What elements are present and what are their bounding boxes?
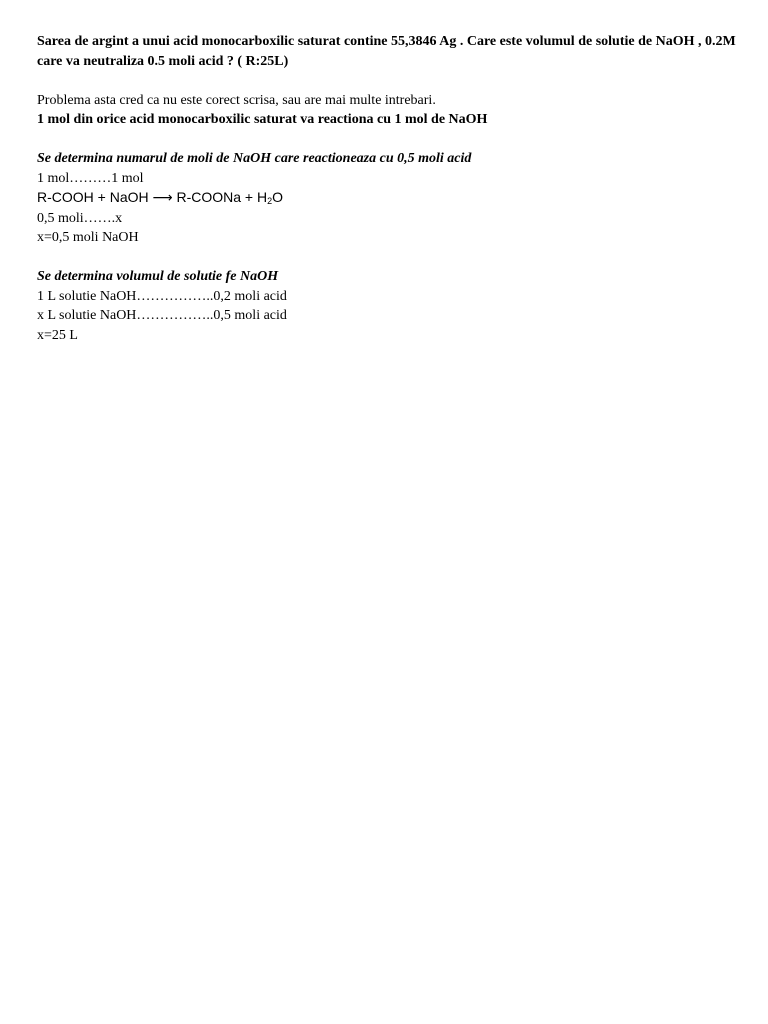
document-page bbox=[37, 32, 737, 345]
section1-ratio-line: 1 mol………1 mol bbox=[37, 170, 144, 186]
section2-heading: Se determina volumul de solutie fe NaOH bbox=[37, 269, 279, 284]
equation-end: O bbox=[272, 189, 284, 205]
key-fact: 1 mol din orice acid monocarboxilic saturat va reactiona cu 1 mol de NaOH bbox=[37, 112, 488, 127]
section1-result: x=0,5 moli NaOH bbox=[37, 230, 139, 245]
spacer bbox=[37, 130, 737, 150]
section1-proportion-line: 0,5 moli…….x bbox=[37, 210, 123, 226]
problem-statement: Sarea de argint a unui acid monocarboxilic saturat contine 55,3846 Ag . Care este volumul de solutie de NaOH , 0.2M care va neutraliza 0.5 moli acid ? ( R:25L) bbox=[37, 34, 736, 69]
spacer bbox=[37, 248, 737, 268]
section2-result: x=25 L bbox=[37, 327, 78, 343]
reaction-equation bbox=[37, 188, 737, 209]
spacer bbox=[37, 71, 737, 91]
section2-proportion-line: x L solutie NaOH……………..0,5 moli acid bbox=[37, 308, 287, 323]
equation-subscript: 2 bbox=[267, 196, 273, 206]
comment-note: Problema asta cred ca nu este corect scrisa, sau are mai multe intrebari. bbox=[37, 92, 436, 108]
section2-ratio-line: 1 L solutie NaOH……………..0,2 moli acid bbox=[37, 288, 287, 304]
equation-main: R-COOH + NaOH ⟶ R-COONa + H bbox=[37, 189, 268, 205]
section1-heading: Se determina numarul de moli de NaOH care reactioneaza cu 0,5 moli acid bbox=[37, 151, 472, 166]
